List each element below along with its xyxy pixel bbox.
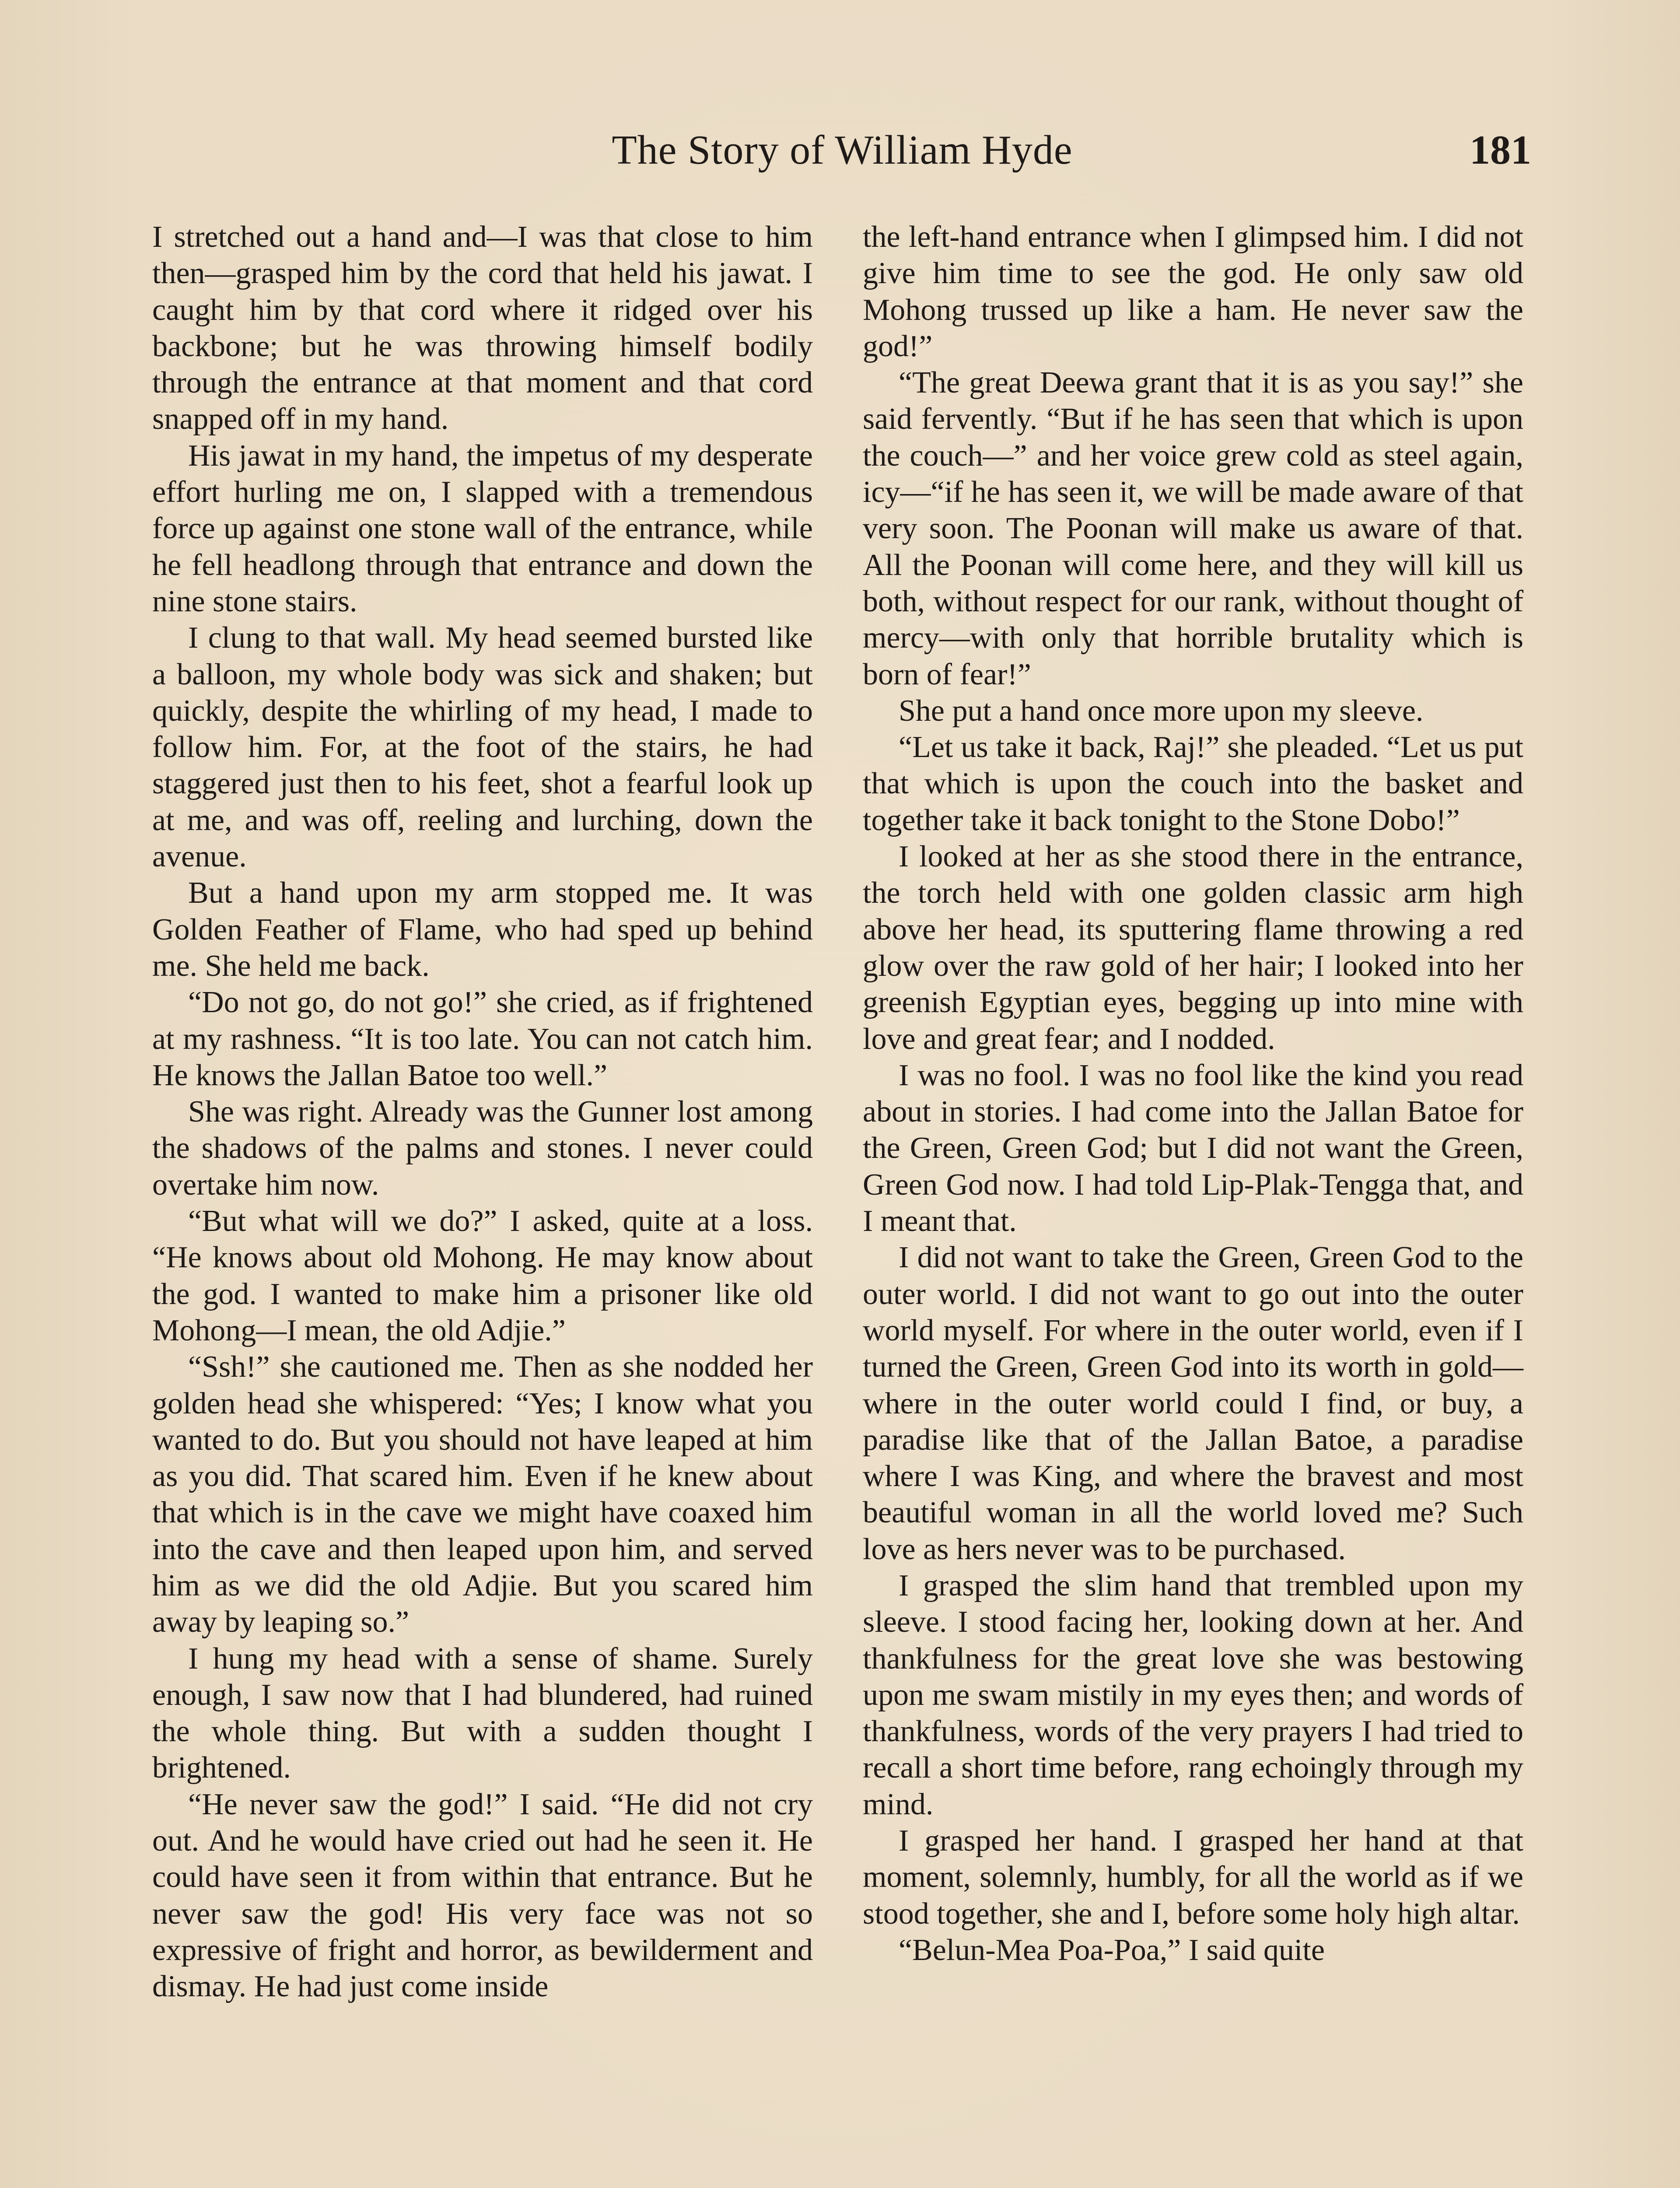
paragraph: I clung to that wall. My head seemed bursted like a balloon, my whole body was sick and shaken; but quickly, despite the whirling of my head, I made to follow him. For, at the foot of the stairs, he had staggered just then to his feet, shot a fearful look up at me, and was off, reeling and lurching, down the avenue. — [152, 621, 813, 874]
paragraph: I was no fool. I was no fool like the kind you read about in stories. I had come into the Jallan Batoe for the Green, Green God; but I did not want the Green, Green God now. I had told Lip-Plak-Tengga that, and I meant that. — [863, 1058, 1523, 1238]
page-number: 181 — [1470, 127, 1531, 173]
paragraph: I stretched out a hand and—I was that close to him then—grasped him by the cord that held his jawat. I caught him by that cord where it ridged over his backbone; but he was throwing himself bodily through the entrance at that moment and that cord snapped off in my hand. — [152, 220, 813, 436]
paragraph: “Let us take it back, Raj!” she pleaded. “Let us put that which is upon the couch into the basket and together take it back tonight to the Stone Dobo!” — [863, 730, 1523, 837]
right-column — [863, 219, 1523, 1968]
paragraph: “Belun-Mea Poa-Poa,” I said quite — [899, 1933, 1325, 1967]
running-head — [153, 127, 1531, 191]
paragraph: I grasped the slim hand that trembled upon my sleeve. I stood facing her, looking down at her. And thankfulness for the great love she was bestowing upon me swam mistily in my eyes then; and words of thankfulness, words of the very prayers I had tried to recall a short time before, rang echoingly through my mind. — [863, 1568, 1523, 1821]
paragraph: I did not want to take the Green, Green God to the outer world. I did not want to go out into the outer world myself. For where in the outer world, even if I turned the Green, Green God into its worth in gold—where in the outer world could I find, or buy, a paradise like that of the Jallan Batoe, a paradise where I was King, and where the bravest and most beautiful woman in all the world loved me? Such love as hers never was to be purchased. — [863, 1241, 1523, 1566]
paragraph: “Do not go, do not go!” she cried, as if frightened at my rashness. “It is too late. You can not catch him. He knows the Jallan Batoe too well.” — [152, 985, 813, 1092]
paragraph: “The great Deewa grant that it is as you say!” she said fervently. “But if he has seen that which is upon the couch—” and her voice grew cold as steel again, icy—“if he has seen it, we will be made aware of that very soon. The Poonan will make us aware of that. All the Poonan will come here, and they will kill us both, without respect for our rank, without thought of mercy—with only that horrible brutality which is born of fear!” — [863, 366, 1523, 691]
paragraph: She was right. Already was the Gunner lost among the shadows of the palms and stones. I never could overtake him now. — [152, 1095, 813, 1202]
paragraph: She put a hand once more upon my sleeve. — [899, 694, 1424, 728]
running-title: The Story of William Hyde — [612, 127, 1073, 173]
paragraph: I looked at her as she stood there in the entrance, the torch held with one golden classic arm high above her head, its sputtering flame throwing a red glow over the raw gold of her hair; I looked into her greenish Egyptian eyes, begging up into mine with love and great fear; and I nodded. — [863, 840, 1523, 1056]
paragraph: “But what will we do?” I asked, quite at a loss. “He knows about old Mohong. He may know about the god. I wanted to make him a prisoner like old Mohong—I mean, the old Adjie.” — [152, 1204, 813, 1347]
paragraph: “Ssh!” she cautioned me. Then as she nodded her golden head she whispered: “Yes; I know what you wanted to do. But you should not have leaped at him as you did. That scared him. Even if he knew about that which is in the cave we might have coaxed him into the cave and then leaped upon him, and served him as we did the old Adjie. But you scared him away by leaping so.” — [152, 1350, 813, 1639]
paragraph: “He never saw the god!” I said. “He did not cry out. And he would have cried out had he seen it. He could have seen it from within that entrance. But he never saw the god! His very face was not so expressive of fright and horror, as bewilderment and dismay. He had just come inside — [152, 1787, 813, 2004]
paragraph: His jawat in my hand, the impetus of my desperate effort hurling me on, I slapped with a tremendous force up against one stone wall of the entrance, while he fell headlong through that entrance and down the nine stone stairs. — [152, 438, 813, 618]
paragraph: the left-hand entrance when I glimpsed him. I did not give him time to see the god. He only saw old Mohong trussed up like a ham. He never saw the god!” — [863, 220, 1523, 363]
paragraph: I grasped her hand. I grasped her hand at that moment, solemnly, humbly, for all the world as if we stood together, she and I, before some holy high altar. — [863, 1824, 1523, 1931]
left-column — [152, 219, 813, 2005]
paragraph: But a hand upon my arm stopped me. It was Golden Feather of Flame, who had sped up behind me. She held me back. — [152, 876, 813, 983]
paragraph: I hung my head with a sense of shame. Surely enough, I saw now that I had blundered, had ruined the whole thing. But with a sudden thought I brightened. — [152, 1641, 813, 1785]
